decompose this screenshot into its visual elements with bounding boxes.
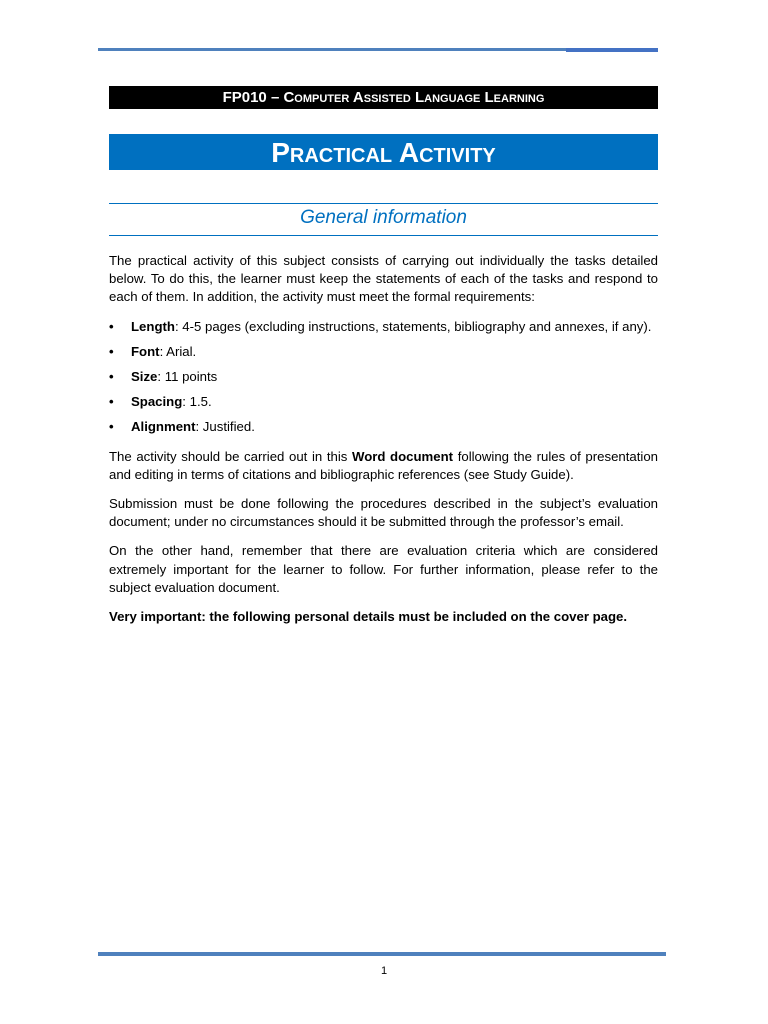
- title-banner: [109, 134, 658, 170]
- paragraph-text: The activity should be carried out in this: [109, 448, 352, 464]
- cover-page-notice-text: Very important: the following personal details must be included on the cover page.: [109, 609, 628, 625]
- word-document-paragraph: [109, 448, 658, 484]
- list-item: [109, 318, 658, 336]
- requirement-value: : Arial.: [159, 343, 197, 359]
- page-number: 1: [380, 965, 388, 977]
- section-heading: General information: [300, 207, 467, 228]
- word-document-emphasis: Word document: [351, 448, 454, 464]
- requirement-label: Alignment: [131, 419, 196, 435]
- list-item: [109, 343, 658, 361]
- bullet-icon: •: [109, 343, 114, 359]
- requirement-value: : 1.5.: [182, 394, 212, 410]
- requirement-label: Spacing: [131, 394, 183, 410]
- bullet-icon: •: [109, 394, 114, 410]
- cover-page-notice: [109, 608, 658, 626]
- requirement-label: Length: [131, 318, 175, 334]
- requirement-value: : 4-5 pages (excluding instructions, statements, bibliography and annexes, if any).: [174, 318, 652, 334]
- header-rule-accent: [566, 48, 658, 52]
- list-item: [109, 418, 658, 436]
- document-body: [109, 252, 658, 637]
- section-rule-bottom: [109, 235, 658, 236]
- bullet-icon: •: [109, 419, 114, 435]
- requirement-value: : 11 points: [157, 369, 218, 385]
- requirements-list: [109, 318, 658, 437]
- section-rule-top: [109, 203, 658, 204]
- bullet-icon: •: [109, 369, 114, 385]
- intro-paragraph: The practical activity of this subject consists of carrying out individually the tasks detailed below. To do this, the learner must keep the statements of each of the tasks and respond to each of them. In addition, the activity must meet the formal requirements:: [109, 253, 658, 305]
- requirement-label: Size: [131, 369, 158, 385]
- footer-rule: [98, 952, 666, 956]
- bullet-icon: •: [109, 318, 114, 334]
- list-item: [109, 393, 658, 411]
- requirement-label: Font: [131, 343, 160, 359]
- course-code-text: FP010 – Computer Assisted Language Learning: [222, 89, 545, 106]
- page-title: Practical Activity: [271, 137, 496, 168]
- requirement-value: : Justified.: [195, 419, 255, 435]
- evaluation-paragraph: On the other hand, remember that there are evaluation criteria which are considered extremely important for the learner to follow. For further information, please refer to the subject evaluation document.: [109, 543, 658, 595]
- list-item: [109, 368, 658, 386]
- submission-paragraph: Submission must be done following the procedures described in the subject’s evaluation document; under no circumstances should it be submitted through the professor’s email.: [109, 496, 658, 530]
- paragraph-text: following the rules of presentation and editing in terms of citations and bibliographic references (see Study Guide).: [109, 448, 659, 482]
- course-code-banner: [109, 86, 658, 109]
